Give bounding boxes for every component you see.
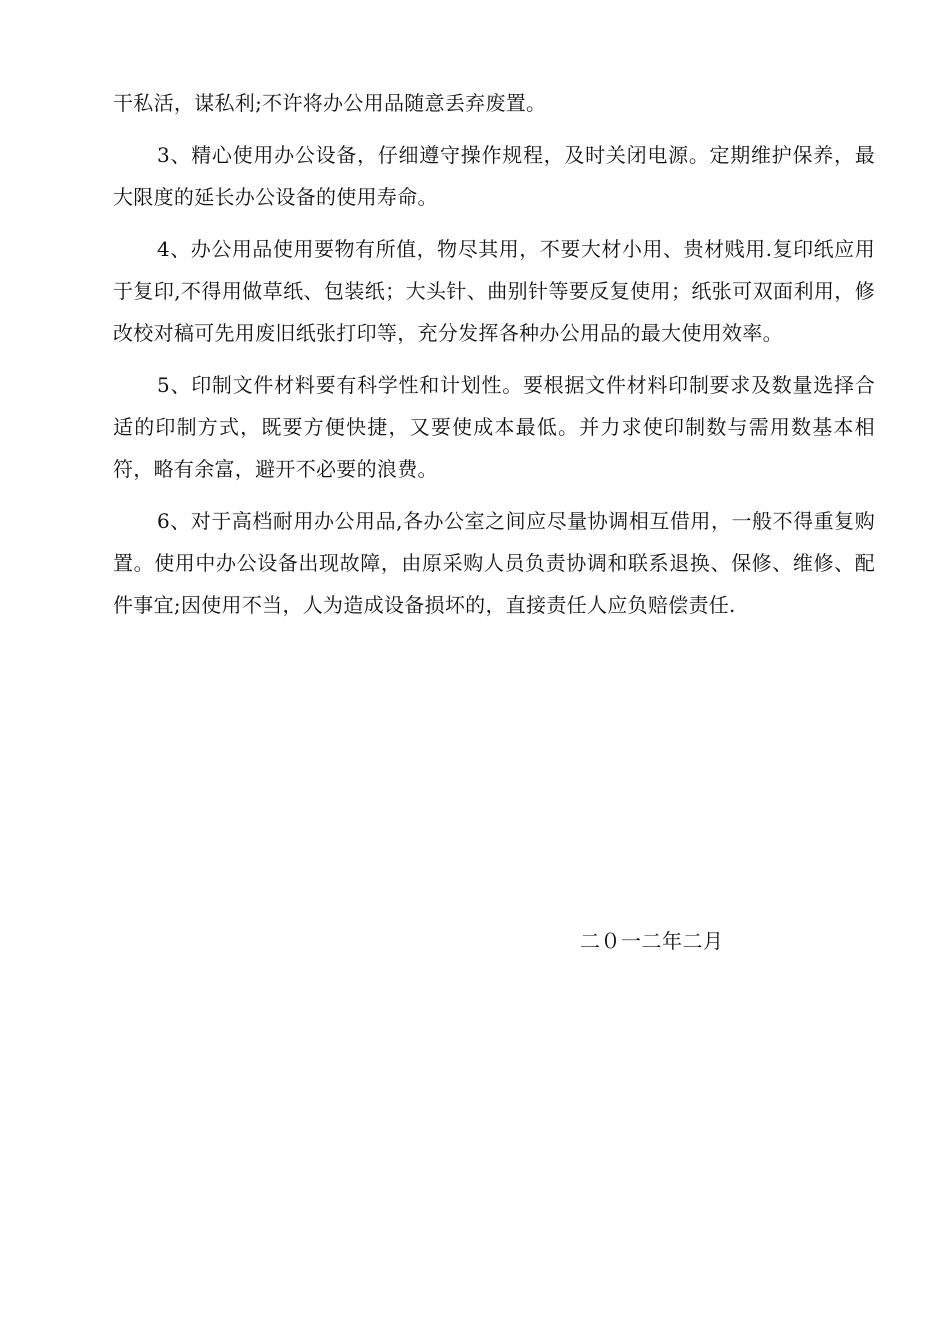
paragraph-item-5: 5、印制文件材料要有科学性和计划性。要根据文件材料印制要求及数量选择合适的印制方式，既要方便快捷，又要使成本最低。并力求使印制数与需用数基本相符，略有余富，避开不必要的浪费。 [113, 373, 875, 481]
paragraph-item-3: 3、精心使用办公设备，仔细遵守操作规程，及时关闭电源。定期维护保养，最大限度的延长办公设备的使用寿命。 [113, 143, 875, 209]
paragraph-item-4: 4、办公用品使用要物有所值，物尽其用，不要大材小用、贵材贱用.复印纸应用于复印,不得用做草纸、包装纸；大头针、曲别针等要反复使用；纸张可双面利用，修改校对稿可先用废旧纸张打印等，充分发挥各种办公用品的最大使用效率。 [113, 237, 875, 345]
document-date: 二０一二年二月 [580, 929, 724, 953]
paragraph-continuation: 干私活，谋私利;不许将办公用品随意丢弃废置。 [113, 91, 547, 115]
document-body [113, 82, 875, 636]
paragraph-item-6: 6、对于高档耐用办公用品,各办公室之间应尽量协调相互借用，一般不得重复购置。使用中办公设备出现故障，由原采购人员负责协调和联系退换、保修、维修、配件事宜;因使用不当，人为造成设备损坏的，直接责任人应负赔偿责任. [113, 509, 875, 617]
